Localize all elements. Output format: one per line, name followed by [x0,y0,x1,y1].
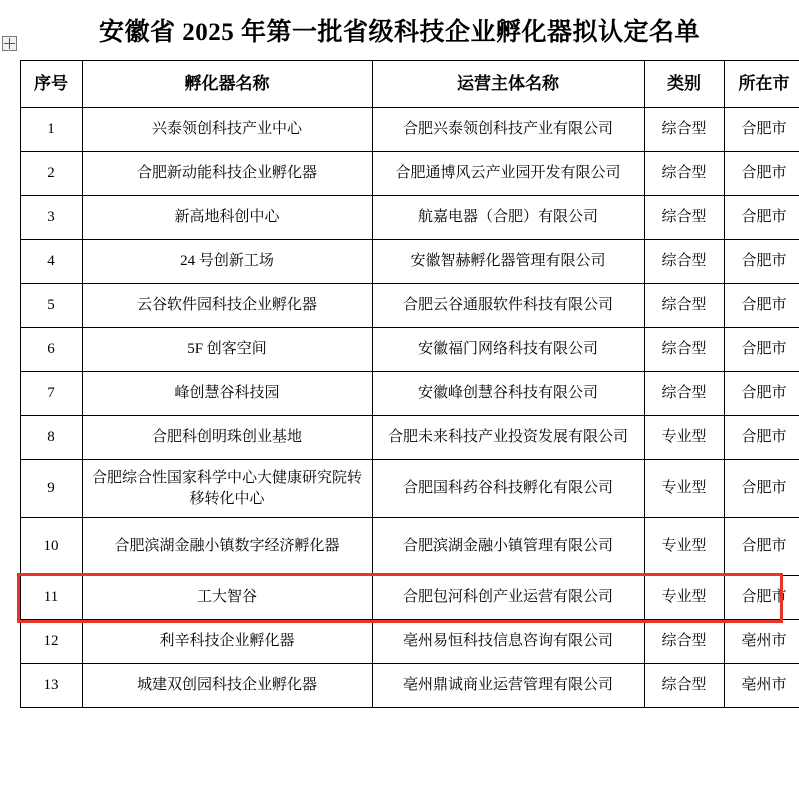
cell-category: 专业型 [644,518,724,576]
table-row [20,284,799,328]
cell-seq: 2 [20,152,82,196]
table-row [20,152,799,196]
cell-name: 峰创慧谷科技园 [82,372,372,416]
cell-city: 合肥市 [724,284,799,328]
cell-operator: 安徽峰创慧谷科技有限公司 [372,372,644,416]
cell-city: 合肥市 [724,108,799,152]
table-row [20,416,799,460]
incubator-list-table [20,60,799,708]
table-row [20,196,799,240]
cell-name: 24 号创新工场 [82,240,372,284]
cell-seq: 7 [20,372,82,416]
table-header-row [20,61,799,108]
cell-operator: 亳州易恒科技信息咨询有限公司 [372,620,644,664]
cell-name: 合肥综合性国家科学中心大健康研究院转移转化中心 [82,460,372,518]
cell-operator: 合肥通博风云产业园开发有限公司 [372,152,644,196]
cell-seq: 5 [20,284,82,328]
table-row [20,240,799,284]
cell-operator: 合肥包河科创产业运营有限公司 [372,576,644,620]
cell-operator: 合肥滨湖金融小镇管理有限公司 [372,518,644,576]
cell-category: 综合型 [644,284,724,328]
table-row [20,372,799,416]
cell-city: 合肥市 [724,196,799,240]
cell-operator: 航嘉电器（合肥）有限公司 [372,196,644,240]
column-header-seq: 序号 [20,61,82,108]
table-row [20,620,799,664]
cell-category: 综合型 [644,240,724,284]
cell-seq: 10 [20,518,82,576]
cell-category: 专业型 [644,460,724,518]
cell-category: 综合型 [644,328,724,372]
cell-seq: 9 [20,460,82,518]
cell-name: 5F 创客空间 [82,328,372,372]
cell-city: 合肥市 [724,372,799,416]
cell-city: 合肥市 [724,576,799,620]
cell-operator: 安徽福门网络科技有限公司 [372,328,644,372]
cell-operator: 合肥云谷通服软件科技有限公司 [372,284,644,328]
cell-city: 亳州市 [724,664,799,708]
table-row [20,460,799,518]
cell-name: 工大智谷 [82,576,372,620]
cell-seq: 4 [20,240,82,284]
cell-category: 专业型 [644,416,724,460]
cell-name: 合肥滨湖金融小镇数字经济孵化器 [82,518,372,576]
cell-category: 综合型 [644,664,724,708]
table-container [20,60,790,708]
cell-name: 利辛科技企业孵化器 [82,620,372,664]
cell-seq: 1 [20,108,82,152]
cell-name: 新高地科创中心 [82,196,372,240]
crop-handle-icon[interactable] [2,36,17,51]
cell-operator: 亳州鼎诚商业运营管理有限公司 [372,664,644,708]
cell-city: 合肥市 [724,240,799,284]
cell-category: 综合型 [644,196,724,240]
table-row [20,664,799,708]
table-row [20,328,799,372]
cell-operator: 合肥未来科技产业投资发展有限公司 [372,416,644,460]
cell-seq: 11 [20,576,82,620]
column-header-category: 类别 [644,61,724,108]
table-row [20,518,799,576]
cell-seq: 13 [20,664,82,708]
cell-city: 亳州市 [724,620,799,664]
cell-operator: 合肥兴泰领创科技产业有限公司 [372,108,644,152]
cell-city: 合肥市 [724,460,799,518]
table-row-highlighted [20,576,799,620]
cell-name: 兴泰领创科技产业中心 [82,108,372,152]
cell-seq: 6 [20,328,82,372]
column-header-name: 孵化器名称 [82,61,372,108]
page-title: 安徽省 2025 年第一批省级科技企业孵化器拟认定名单 [98,19,700,46]
cell-city: 合肥市 [724,518,799,576]
cell-operator: 安徽智赫孵化器管理有限公司 [372,240,644,284]
column-header-city: 所在市 [724,61,799,108]
cell-name: 云谷软件园科技企业孵化器 [82,284,372,328]
column-header-operator: 运营主体名称 [372,61,644,108]
cell-operator: 合肥国科药谷科技孵化有限公司 [372,460,644,518]
cell-seq: 8 [20,416,82,460]
cell-name: 合肥新动能科技企业孵化器 [82,152,372,196]
cell-category: 专业型 [644,576,724,620]
cell-seq: 12 [20,620,82,664]
cell-seq: 3 [20,196,82,240]
table-row [20,108,799,152]
cell-city: 合肥市 [724,416,799,460]
cell-city: 合肥市 [724,328,799,372]
cell-name: 城建双创园科技企业孵化器 [82,664,372,708]
cell-category: 综合型 [644,372,724,416]
cell-city: 合肥市 [724,152,799,196]
cell-name: 合肥科创明珠创业基地 [82,416,372,460]
cell-category: 综合型 [644,108,724,152]
cell-category: 综合型 [644,152,724,196]
cell-category: 综合型 [644,620,724,664]
